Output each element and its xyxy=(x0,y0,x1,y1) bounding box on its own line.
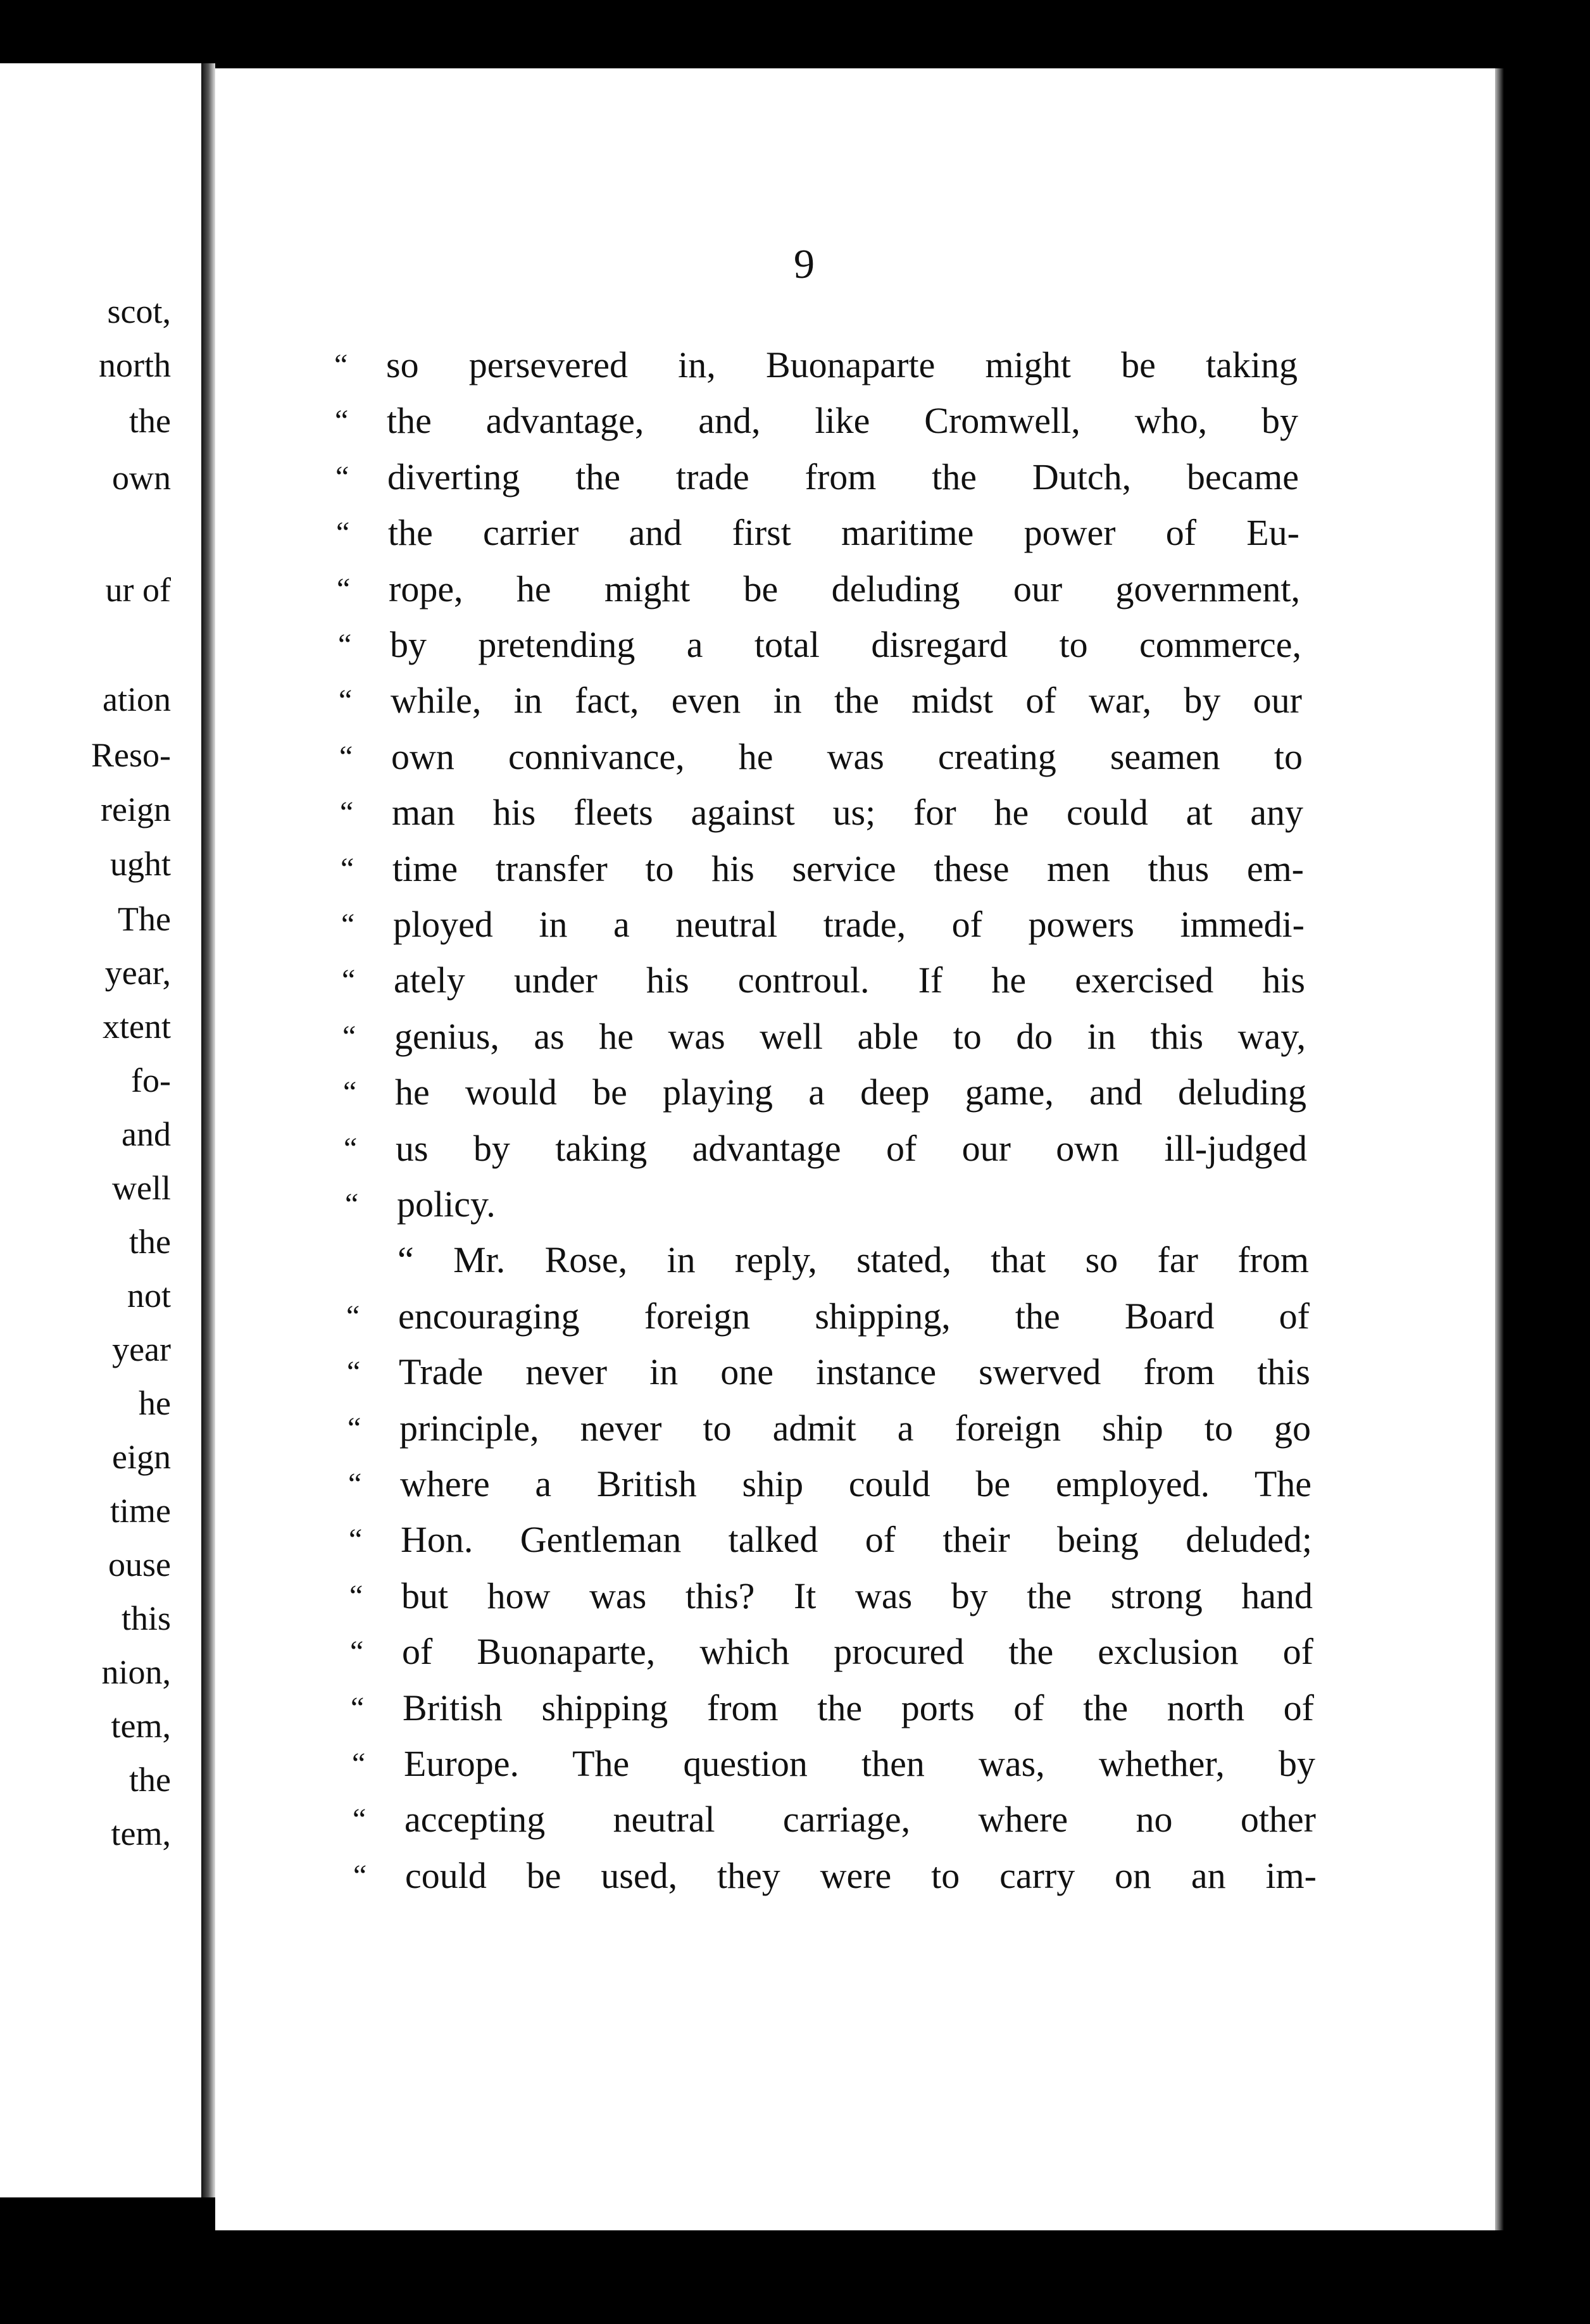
quotation-mark: “ xyxy=(348,1467,362,1501)
line-text: Hon. Gentleman talked of their being deluded; xyxy=(401,1519,1312,1560)
line-text: the advantage, and, like Cromwell, who, by xyxy=(387,400,1298,441)
text-line xyxy=(343,1070,1306,1126)
line-text: policy. xyxy=(397,1184,496,1225)
quotation-mark: “ xyxy=(336,516,350,549)
facing-page-fragment: the xyxy=(129,1223,171,1261)
facing-page-fragment: ation xyxy=(103,680,171,718)
text-line xyxy=(353,1797,1316,1853)
quotation-mark: “ xyxy=(352,1747,366,1780)
book-gutter xyxy=(201,63,215,2197)
quotation-mark: “ xyxy=(347,1411,361,1445)
text-line xyxy=(339,735,1303,790)
facing-page-fragment: Reso- xyxy=(91,736,171,774)
text-line xyxy=(341,847,1304,903)
text-line xyxy=(344,1127,1307,1182)
line-text: principle, never to admit a foreign ship to go xyxy=(399,1408,1311,1449)
line-text: us by taking advantage of our own ill-judged xyxy=(396,1128,1307,1169)
facing-page-fragment: ouse xyxy=(108,1546,171,1584)
text-line xyxy=(348,1462,1311,1518)
facing-page-fragment: fo- xyxy=(131,1061,171,1099)
facing-page-fragment: xtent xyxy=(103,1008,171,1046)
quotation-mark: “ xyxy=(343,1075,357,1109)
line-text: British shipping from the ports of the north of xyxy=(403,1687,1314,1728)
quotation-mark: “ xyxy=(353,1859,367,1892)
quotation-mark: “ xyxy=(340,796,354,829)
text-line xyxy=(347,1350,1310,1406)
page-number: 9 xyxy=(794,241,815,287)
facing-page-fragment: year xyxy=(112,1330,171,1368)
quotation-mark: “ xyxy=(339,684,353,717)
line-text: Europe. The question then was, whether, by xyxy=(404,1743,1315,1784)
line-text: rope, he might be deluding our government, xyxy=(389,568,1300,609)
quotation-mark: “ xyxy=(335,404,349,437)
text-line xyxy=(336,511,1299,566)
line-text: man his fleets against us; for he could at any xyxy=(392,792,1303,833)
facing-page-fragment: time xyxy=(110,1492,171,1530)
quotation-mark: “ xyxy=(338,628,352,661)
line-text: the carrier and first maritime power of Eu- xyxy=(388,512,1299,553)
text-line xyxy=(346,1238,1309,1294)
page-edge-shadow xyxy=(1495,68,1504,2230)
line-text: Trade never in one instance swerved from this xyxy=(399,1351,1310,1392)
quotation-mark: “ xyxy=(342,1020,356,1053)
facing-page-fragment: he xyxy=(139,1384,171,1422)
quotation-mark: “ xyxy=(341,852,354,885)
line-text: accepting neutral carriage, where no other xyxy=(404,1799,1316,1840)
line-text: ployed in a neutral trade, of powers immedi- xyxy=(393,904,1305,945)
facing-page-fragment: reign xyxy=(101,790,171,828)
text-line xyxy=(337,567,1300,623)
facing-page-fragment: ur of xyxy=(105,571,171,609)
text-line xyxy=(335,455,1299,511)
text-line xyxy=(335,399,1298,454)
facing-page-fragment: and xyxy=(122,1115,171,1153)
facing-page-fragment: own xyxy=(112,459,171,497)
line-text: could be used, they were to carry on an im- xyxy=(405,1855,1317,1896)
line-text: own connivance, he was creating seamen to xyxy=(391,736,1303,777)
facing-page-fragment: tem, xyxy=(111,1815,171,1852)
facing-page-fragment: the xyxy=(129,402,171,440)
quotation-mark: “ xyxy=(342,963,356,997)
facing-page xyxy=(0,63,201,2197)
quotation-mark: “ xyxy=(341,908,355,941)
facing-page-fragment: north xyxy=(99,346,171,384)
facing-page-fragment: the xyxy=(129,1761,171,1799)
quotation-mark: “ xyxy=(347,1355,361,1389)
text-line xyxy=(339,678,1302,734)
quotation-mark: “ xyxy=(334,348,348,382)
quotation-mark: “ xyxy=(335,460,349,494)
text-line xyxy=(334,343,1298,399)
quotation-mark: “ xyxy=(337,572,351,606)
line-text: he would be playing a deep game, and deluding xyxy=(395,1071,1306,1113)
text-line xyxy=(338,623,1301,678)
quotation-mark: “ xyxy=(346,1299,360,1333)
line-text: where a British ship could be employed. The xyxy=(400,1463,1311,1504)
text-line xyxy=(352,1742,1315,1797)
line-text: of Buonaparte, which procured the exclusion of xyxy=(402,1631,1313,1672)
line-text: but how was this? It was by the strong hand xyxy=(401,1575,1313,1616)
facing-page-fragment: scot, xyxy=(107,292,171,330)
quotation-mark: “ xyxy=(339,740,353,773)
text-line xyxy=(350,1630,1313,1685)
line-text: “ Mr. Rose, in reply, stated, that so far from xyxy=(398,1239,1309,1280)
facing-page-fragment: eign xyxy=(112,1438,171,1476)
facing-page-fragment: not xyxy=(127,1277,171,1315)
quotation-mark: “ xyxy=(345,1187,359,1221)
line-text: by pretending a total disregard to commerce, xyxy=(390,624,1301,665)
text-line xyxy=(349,1518,1312,1573)
facing-page-fragment: well xyxy=(112,1169,171,1207)
quotation-mark: “ xyxy=(349,1523,363,1556)
quotation-mark: “ xyxy=(350,1635,364,1668)
text-line xyxy=(347,1406,1311,1462)
line-text: time transfer to his service these men thus em- xyxy=(392,848,1304,889)
text-line xyxy=(342,958,1305,1014)
line-text: diverting the trade from the Dutch, became xyxy=(387,456,1299,497)
line-text: genius, as he was well able to do in this way, xyxy=(394,1016,1306,1057)
facing-page-fragment: The xyxy=(118,900,171,938)
facing-page-fragment: tem, xyxy=(111,1707,171,1745)
quotation-mark: “ xyxy=(353,1802,366,1836)
line-text: so persevered in, Buonaparte might be taking xyxy=(386,344,1298,385)
quotation-mark: “ xyxy=(344,1132,358,1165)
quotation-mark: “ xyxy=(351,1691,365,1725)
text-line xyxy=(351,1686,1314,1742)
text-line xyxy=(342,1015,1306,1070)
text-line xyxy=(346,1294,1310,1350)
facing-page-fragment: nion, xyxy=(101,1653,171,1691)
line-text: while, in fact, even in the midst of war, by our xyxy=(391,680,1302,721)
facing-page-fragment: year, xyxy=(104,954,171,992)
text-line xyxy=(353,1854,1317,1909)
text-line xyxy=(345,1182,1308,1238)
text-line xyxy=(349,1574,1313,1630)
facing-page-fragment: ught xyxy=(110,845,171,883)
line-text: encouraging foreign shipping, the Board of xyxy=(398,1296,1310,1337)
quotation-mark: “ xyxy=(349,1579,363,1613)
text-line xyxy=(341,903,1305,958)
text-line xyxy=(340,790,1303,846)
line-text: ately under his controul. If he exercised his xyxy=(394,959,1305,1001)
facing-page-fragment: this xyxy=(121,1599,171,1637)
